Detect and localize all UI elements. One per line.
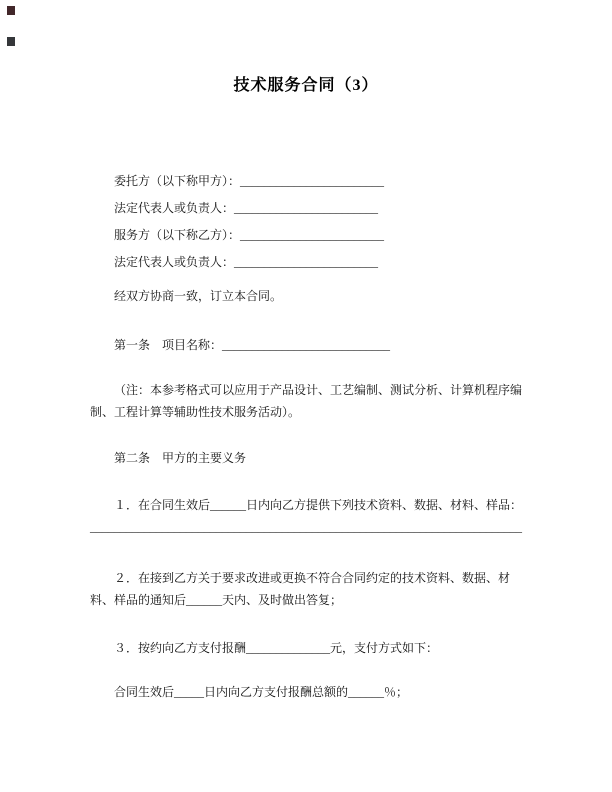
field-legal-rep-party-a: 法定代表人或负责人：________________________ <box>114 201 379 215</box>
para-note: （注：本参考格式可以应用于产品设计、工艺编制、测试分析、计算机程序编制、工程计算等辅助性技术服务活动）。 <box>90 383 523 419</box>
field-service-party: 服务方（以下称乙方）：________________________ <box>114 228 385 242</box>
para-clause3-payment: ３．按约向乙方支付报酬______________元，支付方式如下： <box>114 641 439 655</box>
heading-article2: 第二条 甲方的主要义务 <box>114 451 247 465</box>
page-title: 技术服务合同（3） <box>233 77 379 94</box>
field-entrusting-party: 委托方（以下称甲方）：________________________ <box>114 174 385 188</box>
corner-mark-icon <box>7 37 15 46</box>
para-article1-project-name: 第一条 项目名称：____________________________ <box>114 338 391 352</box>
corner-mark-icon <box>7 6 15 15</box>
field-legal-rep-party-b: 法定代表人或负责人：________________________ <box>114 255 379 269</box>
para-agreement-statement: 经双方协商一致，订立本合同。 <box>114 289 283 303</box>
blank-fill-line: ________________________________________________________________________ <box>90 520 522 534</box>
para-clause1-materials: １．在合同生效后______日内向乙方提供下列技术资料、数据、材料、样品： <box>114 498 523 512</box>
para-clause2-reply: ２．在接到乙方关于要求改进或更换不符合合同约定的技术资料、数据、材料、样品的通知后______天内、及时做出答复； <box>90 571 511 607</box>
para-payment-schedule: 合同生效后_____日内向乙方支付报酬总额的______％； <box>114 685 409 699</box>
